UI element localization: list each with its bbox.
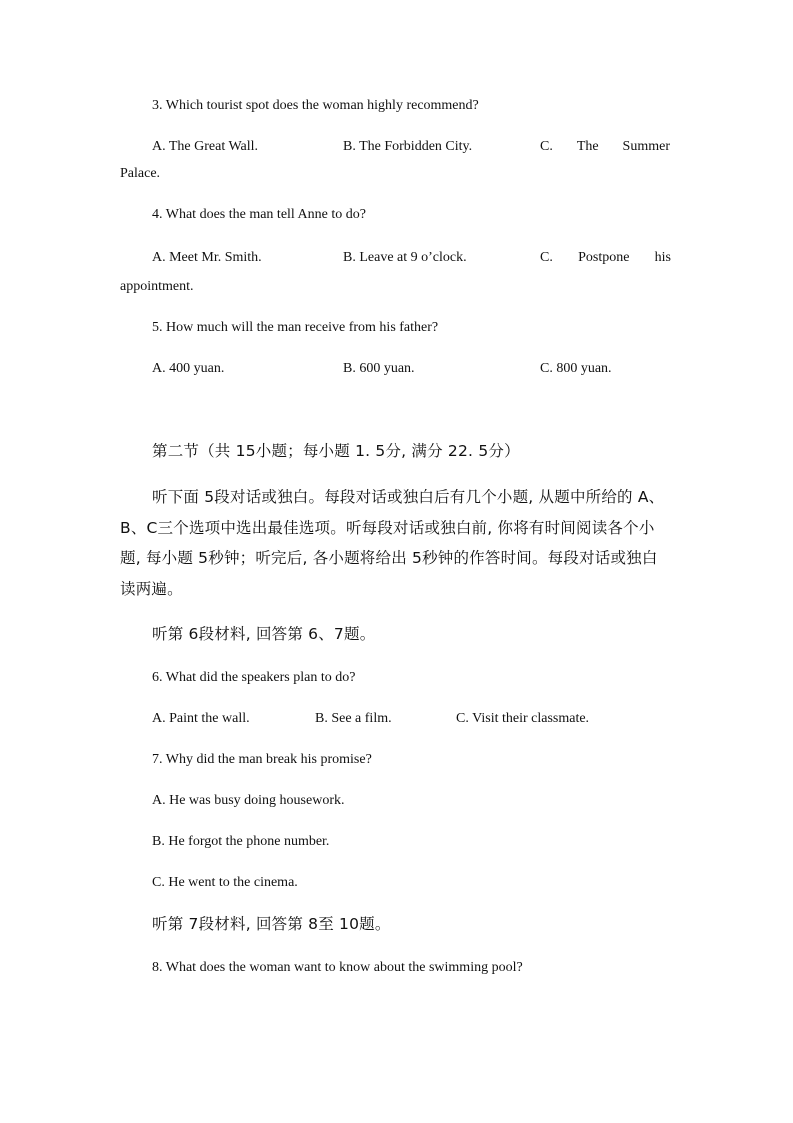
q4-option-b: B. Leave at 9 o’clock. bbox=[343, 250, 467, 265]
q4-option-c-token: his bbox=[654, 250, 671, 265]
instructions-line: B、C三个选项中选出最佳选项。听每段对话或独白前, 你将有时间阅读各个小 bbox=[120, 519, 655, 537]
question-4: 4. What does the man tell Anne to do? bbox=[152, 207, 366, 222]
q3-option-c-token: C. bbox=[540, 139, 553, 154]
q3-option-c-token: Summer bbox=[622, 139, 670, 154]
q4-option-c-token: Postpone bbox=[578, 250, 630, 265]
q4-option-a: A. Meet Mr. Smith. bbox=[152, 250, 262, 265]
q5-option-a: A. 400 yuan. bbox=[152, 361, 225, 376]
material-6-heading: 听第 6段材料, 回答第 6、7题。 bbox=[152, 625, 376, 643]
q3-option-c-wrap: Palace. bbox=[120, 166, 161, 181]
question-7: 7. Why did the man break his promise? bbox=[152, 752, 372, 767]
instructions-line: 读两遍。 bbox=[120, 580, 183, 598]
question-5: 5. How much will the man receive from his father? bbox=[152, 320, 439, 335]
q3-option-a: A. The Great Wall. bbox=[152, 139, 259, 154]
question-8: 8. What does the woman want to know about the swimming pool? bbox=[152, 960, 523, 975]
q6-option-b: B. See a film. bbox=[315, 711, 392, 726]
q6-option-a: A. Paint the wall. bbox=[152, 711, 250, 726]
q3-option-b: B. The Forbidden City. bbox=[343, 139, 473, 154]
instructions-line: 题, 每小题 5秒钟；听完后, 各小题将给出 5秒钟的作答时间。每段对话或独白 bbox=[120, 549, 658, 567]
q4-option-c-wrap: appointment. bbox=[120, 279, 194, 294]
question-6: 6. What did the speakers plan to do? bbox=[152, 670, 356, 685]
q7-option-c: C. He went to the cinema. bbox=[152, 875, 298, 890]
q5-option-b: B. 600 yuan. bbox=[343, 361, 415, 376]
q7-option-a: A. He was busy doing housework. bbox=[152, 793, 345, 808]
q5-option-c: C. 800 yuan. bbox=[540, 361, 612, 376]
instructions-line: 听下面 5段对话或独白。每段对话或独白后有几个小题, 从题中所给的 A、 bbox=[152, 488, 665, 506]
q3-option-c bbox=[540, 138, 670, 156]
q6-option-c: C. Visit their classmate. bbox=[456, 711, 590, 726]
q4-option-c bbox=[540, 249, 671, 267]
q7-option-b: B. He forgot the phone number. bbox=[152, 834, 330, 849]
section-heading: 第二节（共 15小题；每小题 1. 5分, 满分 22. 5分） bbox=[152, 442, 520, 460]
q4-option-c-token: C. bbox=[540, 250, 553, 265]
material-7-heading: 听第 7段材料, 回答第 8至 10题。 bbox=[152, 915, 391, 933]
question-3: 3. Which tourist spot does the woman highly recommend? bbox=[152, 98, 479, 113]
q3-option-c-token: The bbox=[576, 139, 599, 154]
